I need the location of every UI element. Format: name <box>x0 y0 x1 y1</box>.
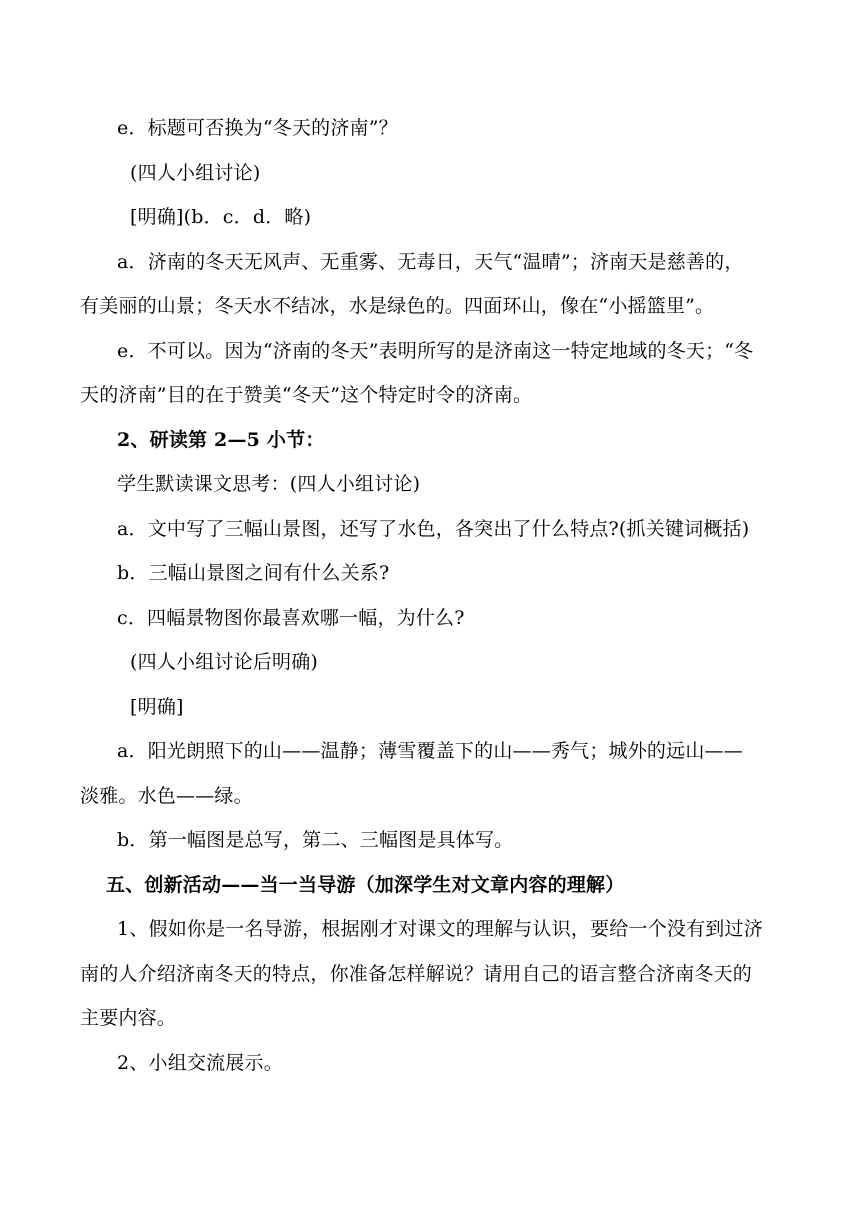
answer-a2-line-1: a．阳光朗照下的山——温静；薄雪覆盖下的山——秀气；城外的远山—— <box>117 740 743 762</box>
section-2-heading: 2、研读第 2—5 小节： <box>117 429 325 451</box>
silent-reading-prompt: 学生默读课文思考：(四人小组讨论) <box>117 473 421 495</box>
question-a: a．文中写了三幅山景图，还写了水色，各突出了什么特点?(抓关键词概括) <box>117 518 750 540</box>
section-5-heading: 五、创新活动——当一当导游（加深学生对文章内容的理解） <box>106 874 625 896</box>
answer-e-line-1: e．不可以。因为“济南的冬天”表明所写的是济南这一特定地域的冬天；“冬 <box>117 340 754 362</box>
answer-a2-line-2: 淡雅。水色——绿。 <box>80 785 253 807</box>
answer-e-line-2: 天的济南”目的在于赞美“冬天”这个特定时令的济南。 <box>80 384 533 406</box>
question-e: e．标题可否换为“冬天的济南”？ <box>117 117 398 139</box>
clarify-heading-2: [明确] <box>130 696 184 718</box>
question-b: b．三幅山景图之间有什么关系? <box>117 562 390 584</box>
activity-1-line-3: 主要内容。 <box>80 1007 177 1029</box>
answer-a-line-1: a．济南的冬天无风声、无重雾、无毒日，天气“温晴”；济南天是慈善的， <box>117 251 744 273</box>
activity-2: 2、小组交流展示。 <box>117 1052 283 1074</box>
question-c: c．四幅景物图你最喜欢哪一幅，为什么? <box>117 607 465 629</box>
activity-1-line-2: 南的人介绍济南冬天的特点，你准备怎样解说？请用自己的语言整合济南冬天的 <box>80 963 753 985</box>
answer-a-line-2: 有美丽的山景；冬天水不结冰，水是绿色的。四面环山，像在“小摇篮里”。 <box>80 295 715 317</box>
clarify-heading: [明确](b．c．d．略) <box>130 206 312 228</box>
group-discussion-note: (四人小组讨论) <box>130 162 261 184</box>
discussion-then-clarify: (四人小组讨论后明确) <box>130 651 319 673</box>
answer-b2: b．第一幅图是总写，第二、三幅图是具体写。 <box>117 829 514 851</box>
activity-1-line-1: 1、假如你是一名导游，根据刚才对课文的理解与认识，要给一个没有到过济 <box>117 918 763 940</box>
